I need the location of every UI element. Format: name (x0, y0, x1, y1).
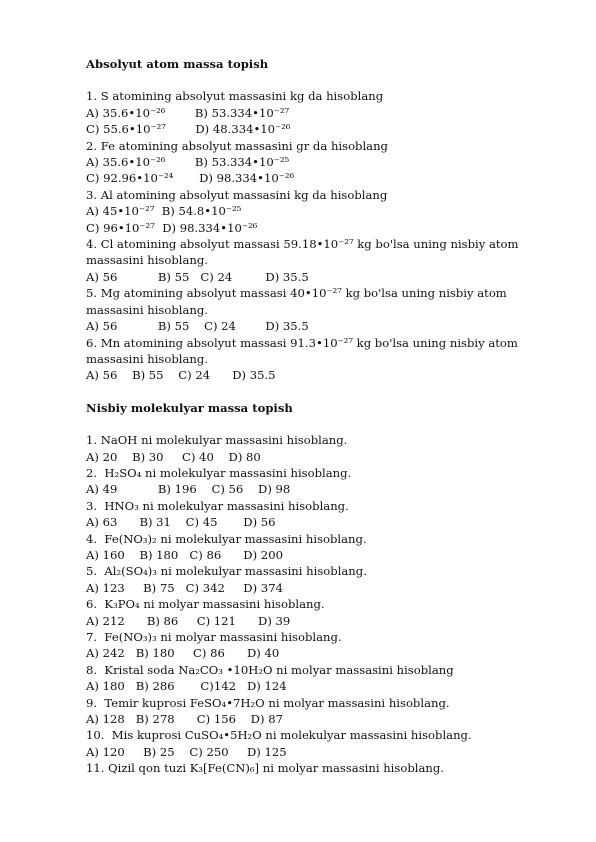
document-content (86, 56, 546, 777)
question-line: 7. Fe(NO₃)₃ ni molyar massasini hisoblang. (86, 630, 342, 644)
section-heading-molecular-mass: Nisbiy molekulyar massa topish (86, 400, 293, 415)
question-line: 5. Al₂(SO₄)₃ ni molekulyar massasini hisoblang. (86, 564, 367, 579)
answer-options: A) 63 B) 31 C) 45 D) 56 (86, 515, 276, 530)
question-line: 1. NaOH ni molekulyar massasini hisoblang. (86, 433, 348, 448)
question-line: 3. Al atomining absolyut massasini kg da hisoblang (86, 187, 388, 202)
answer-options: A) 20 B) 30 C) 40 D) 80 (86, 449, 261, 464)
answer-options: A) 128 B) 278 C) 156 D) 87 (86, 712, 283, 727)
question-line: 2. Fe atomining absolyut massasini gr da hisoblang (86, 138, 388, 153)
question-line: 2. H₂SO₄ ni molekulyar massasini hisoblang. (86, 465, 352, 480)
answer-options: A) 45•10⁻²⁷ B) 54.8•10⁻²⁵ (86, 204, 242, 219)
question-line: 1. S atomining absolyut massasini kg da hisoblang (86, 89, 384, 104)
answer-options: A) 180 B) 286 C)142 D) 124 (86, 679, 287, 694)
question-line: 3. HNO₃ ni molekulyar massasini hisoblang. (86, 498, 349, 513)
answer-options: A) 56 B) 55 C) 24 D) 35.5 (86, 319, 309, 334)
answer-options: A) 123 B) 75 C) 342 D) 374 (86, 580, 283, 595)
answer-options: A) 35.6•10⁻²⁶ B) 53.334•10⁻²⁵ (86, 155, 290, 170)
answer-options: A) 35.6•10⁻²⁶ B) 53.334•10⁻²⁷ (86, 105, 290, 120)
question-line: 6. Mn atomining absolyut massasi 91.3•10⁻²⁷ kg bo'lsa uning nisbiy atom massasini hisoblang. (86, 335, 518, 366)
answer-options: A) 160 B) 180 C) 86 D) 200 (86, 547, 283, 562)
answer-options: C) 96•10⁻²⁷ D) 98.334•10⁻²⁶ (86, 220, 258, 235)
question-line: 5. Mg atomining absolyut massasi 40•10⁻²⁷ kg bo'lsa uning nisbiy atom massasini hisoblang. (86, 286, 507, 317)
answer-options: C) 92.96•10⁻²⁴ D) 98.334•10⁻²⁶ (86, 171, 295, 186)
question-line: 4. Cl atomining absolyut massasi 59.18•10⁻²⁷ kg bo'lsa uning nisbiy atom massasini hisoblang. (86, 237, 519, 268)
answer-options: A) 242 B) 180 C) 86 D) 40 (86, 646, 280, 661)
question-line: 6. K₃PO₄ ni molyar massasini hisoblang. (86, 597, 325, 612)
question-line: 10. Mis kuprosi CuSO₄•5H₂O ni molekulyar massasini hisoblang. (86, 728, 472, 743)
question-line: 11. Qizil qon tuzi K₃[Fe(CN)₆] ni molyar massasini hisoblang. (86, 761, 444, 776)
question-line: 9. Temir kuprosi FeSO₄•7H₂O ni molyar massasini hisoblang. (86, 695, 450, 710)
section-heading-absolute-mass: Absolyut atom massa topish (86, 57, 269, 71)
answer-options: A) 56 B) 55 C) 24 D) 35.5 (86, 368, 276, 383)
answer-options: A) 120 B) 25 C) 250 D) 125 (86, 744, 287, 759)
answer-options: A) 49 B) 196 C) 56 D) 98 (86, 482, 291, 497)
answer-options: A) 56 B) 55 C) 24 D) 35.5 (86, 269, 309, 284)
question-line: 4. Fe(NO₃)₂ ni molekulyar massasini hisoblang. (86, 531, 367, 546)
question-line: 8. Kristal soda Na₂CO₃ •10H₂O ni molyar massasini hisoblang (86, 662, 454, 677)
answer-options: A) 212 B) 86 C) 121 D) 39 (86, 613, 291, 628)
answer-options: C) 55.6•10⁻²⁷ D) 48.334•10⁻²⁶ (86, 122, 291, 137)
